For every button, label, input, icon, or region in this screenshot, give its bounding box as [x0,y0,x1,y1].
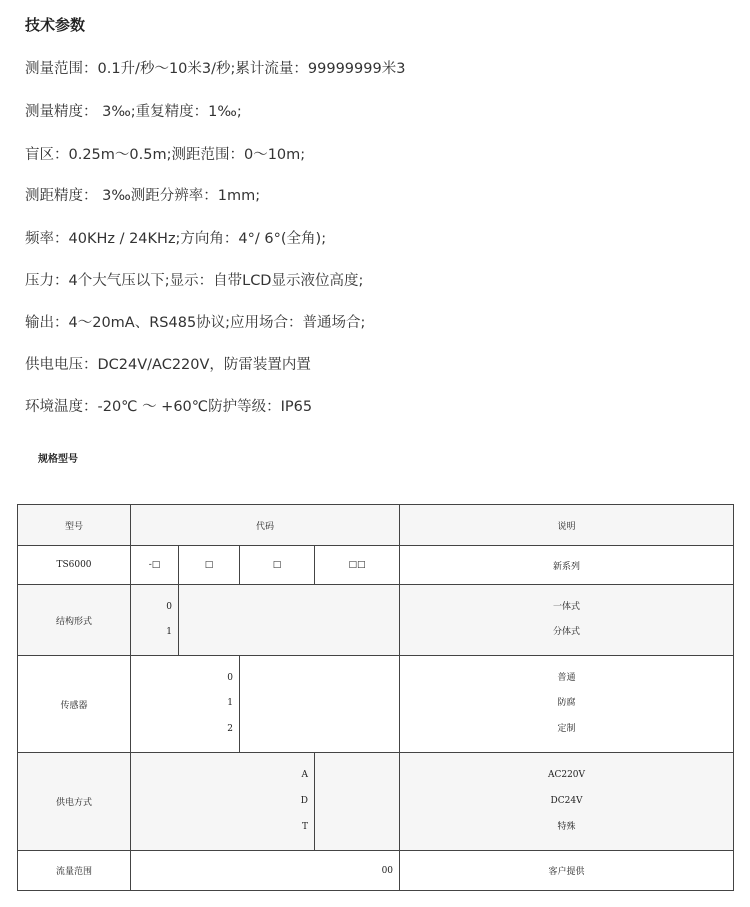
structure-label: 结构形式 [18,585,131,656]
flow-label: 流量范围 [18,851,131,891]
sensor-code-0: 0 [227,673,233,684]
power-desc-special: 特殊 [557,821,576,832]
power-desc-ac220v: AC220V [547,770,586,781]
spec-line-blind-zone: 盲区：0.25m～0.5m;测距范围：0～10m; [25,147,306,163]
structure-codes [131,585,179,656]
model-code-2: □ [179,546,240,585]
sensor-label: 传感器 [18,656,131,753]
spec-line-frequency: 频率：40KHz / 24KHz;方向角：4°/ 6°(全角); [25,231,327,247]
model-label: TS6000 [18,546,131,585]
table-row-structure [18,585,734,656]
spec-line-accuracy: 测量精度： 3‰;重复精度：1‰; [25,104,242,120]
flow-desc: 客户提供 [400,851,734,891]
model-section-heading: 规格型号 [38,454,78,465]
power-empty [315,753,400,851]
structure-descs [400,585,734,656]
power-code-d: D [300,795,308,806]
model-desc: 新系列 [400,546,734,585]
power-code-a: A [301,770,308,781]
sensor-code-1: 1 [227,698,233,709]
power-codes [131,753,315,851]
header-desc: 说明 [400,505,734,546]
sensor-desc-1: 防腐 [557,698,576,709]
power-code-t: T [301,821,308,832]
table-row-model [18,546,734,585]
flow-code: 00 [131,851,400,891]
structure-desc-1: 分体式 [553,627,581,637]
model-spec-table [17,504,734,891]
model-code-4: □□ [315,546,400,585]
power-descs [400,753,734,851]
spec-line-power: 供电电压：DC24V/AC220V，防雷装置内置 [25,357,311,373]
spec-line-distance-accuracy: 测距精度： 3‰测距分辨率：1mm; [25,188,261,204]
structure-code-0: 0 [166,602,172,612]
table-row-flow [18,851,734,891]
table-header-row [18,505,734,546]
structure-desc-0: 一体式 [553,602,581,612]
spec-line-output: 输出：4～20mA、RS485协议;应用场合：普通场合; [25,315,366,331]
sensor-descs [400,656,734,753]
power-desc-dc24v: DC24V [550,795,583,806]
section-heading: 技术参数 [25,16,86,34]
table-row-sensor [18,656,734,753]
spec-line-temperature: 环境温度：-20℃ ～ +60℃防护等级：IP65 [25,399,313,415]
model-code-1: -□ [131,546,179,585]
structure-empty [179,585,400,656]
structure-code-1: 1 [166,627,172,637]
sensor-desc-2: 定制 [557,723,576,734]
spec-line-range: 测量范围：0.1升/秒～10米3/秒;累计流量：99999999米3 [25,61,406,77]
sensor-empty [240,656,400,753]
table-row-power [18,753,734,851]
header-model: 型号 [18,505,131,546]
sensor-desc-0: 普通 [557,673,576,684]
sensor-codes [131,656,240,753]
power-label: 供电方式 [18,753,131,851]
spec-line-pressure: 压力：4个大气压以下;显示：自带LCD显示液位高度; [25,273,364,289]
header-code: 代码 [131,505,400,546]
model-code-3: □ [240,546,315,585]
sensor-code-2: 2 [227,723,233,734]
